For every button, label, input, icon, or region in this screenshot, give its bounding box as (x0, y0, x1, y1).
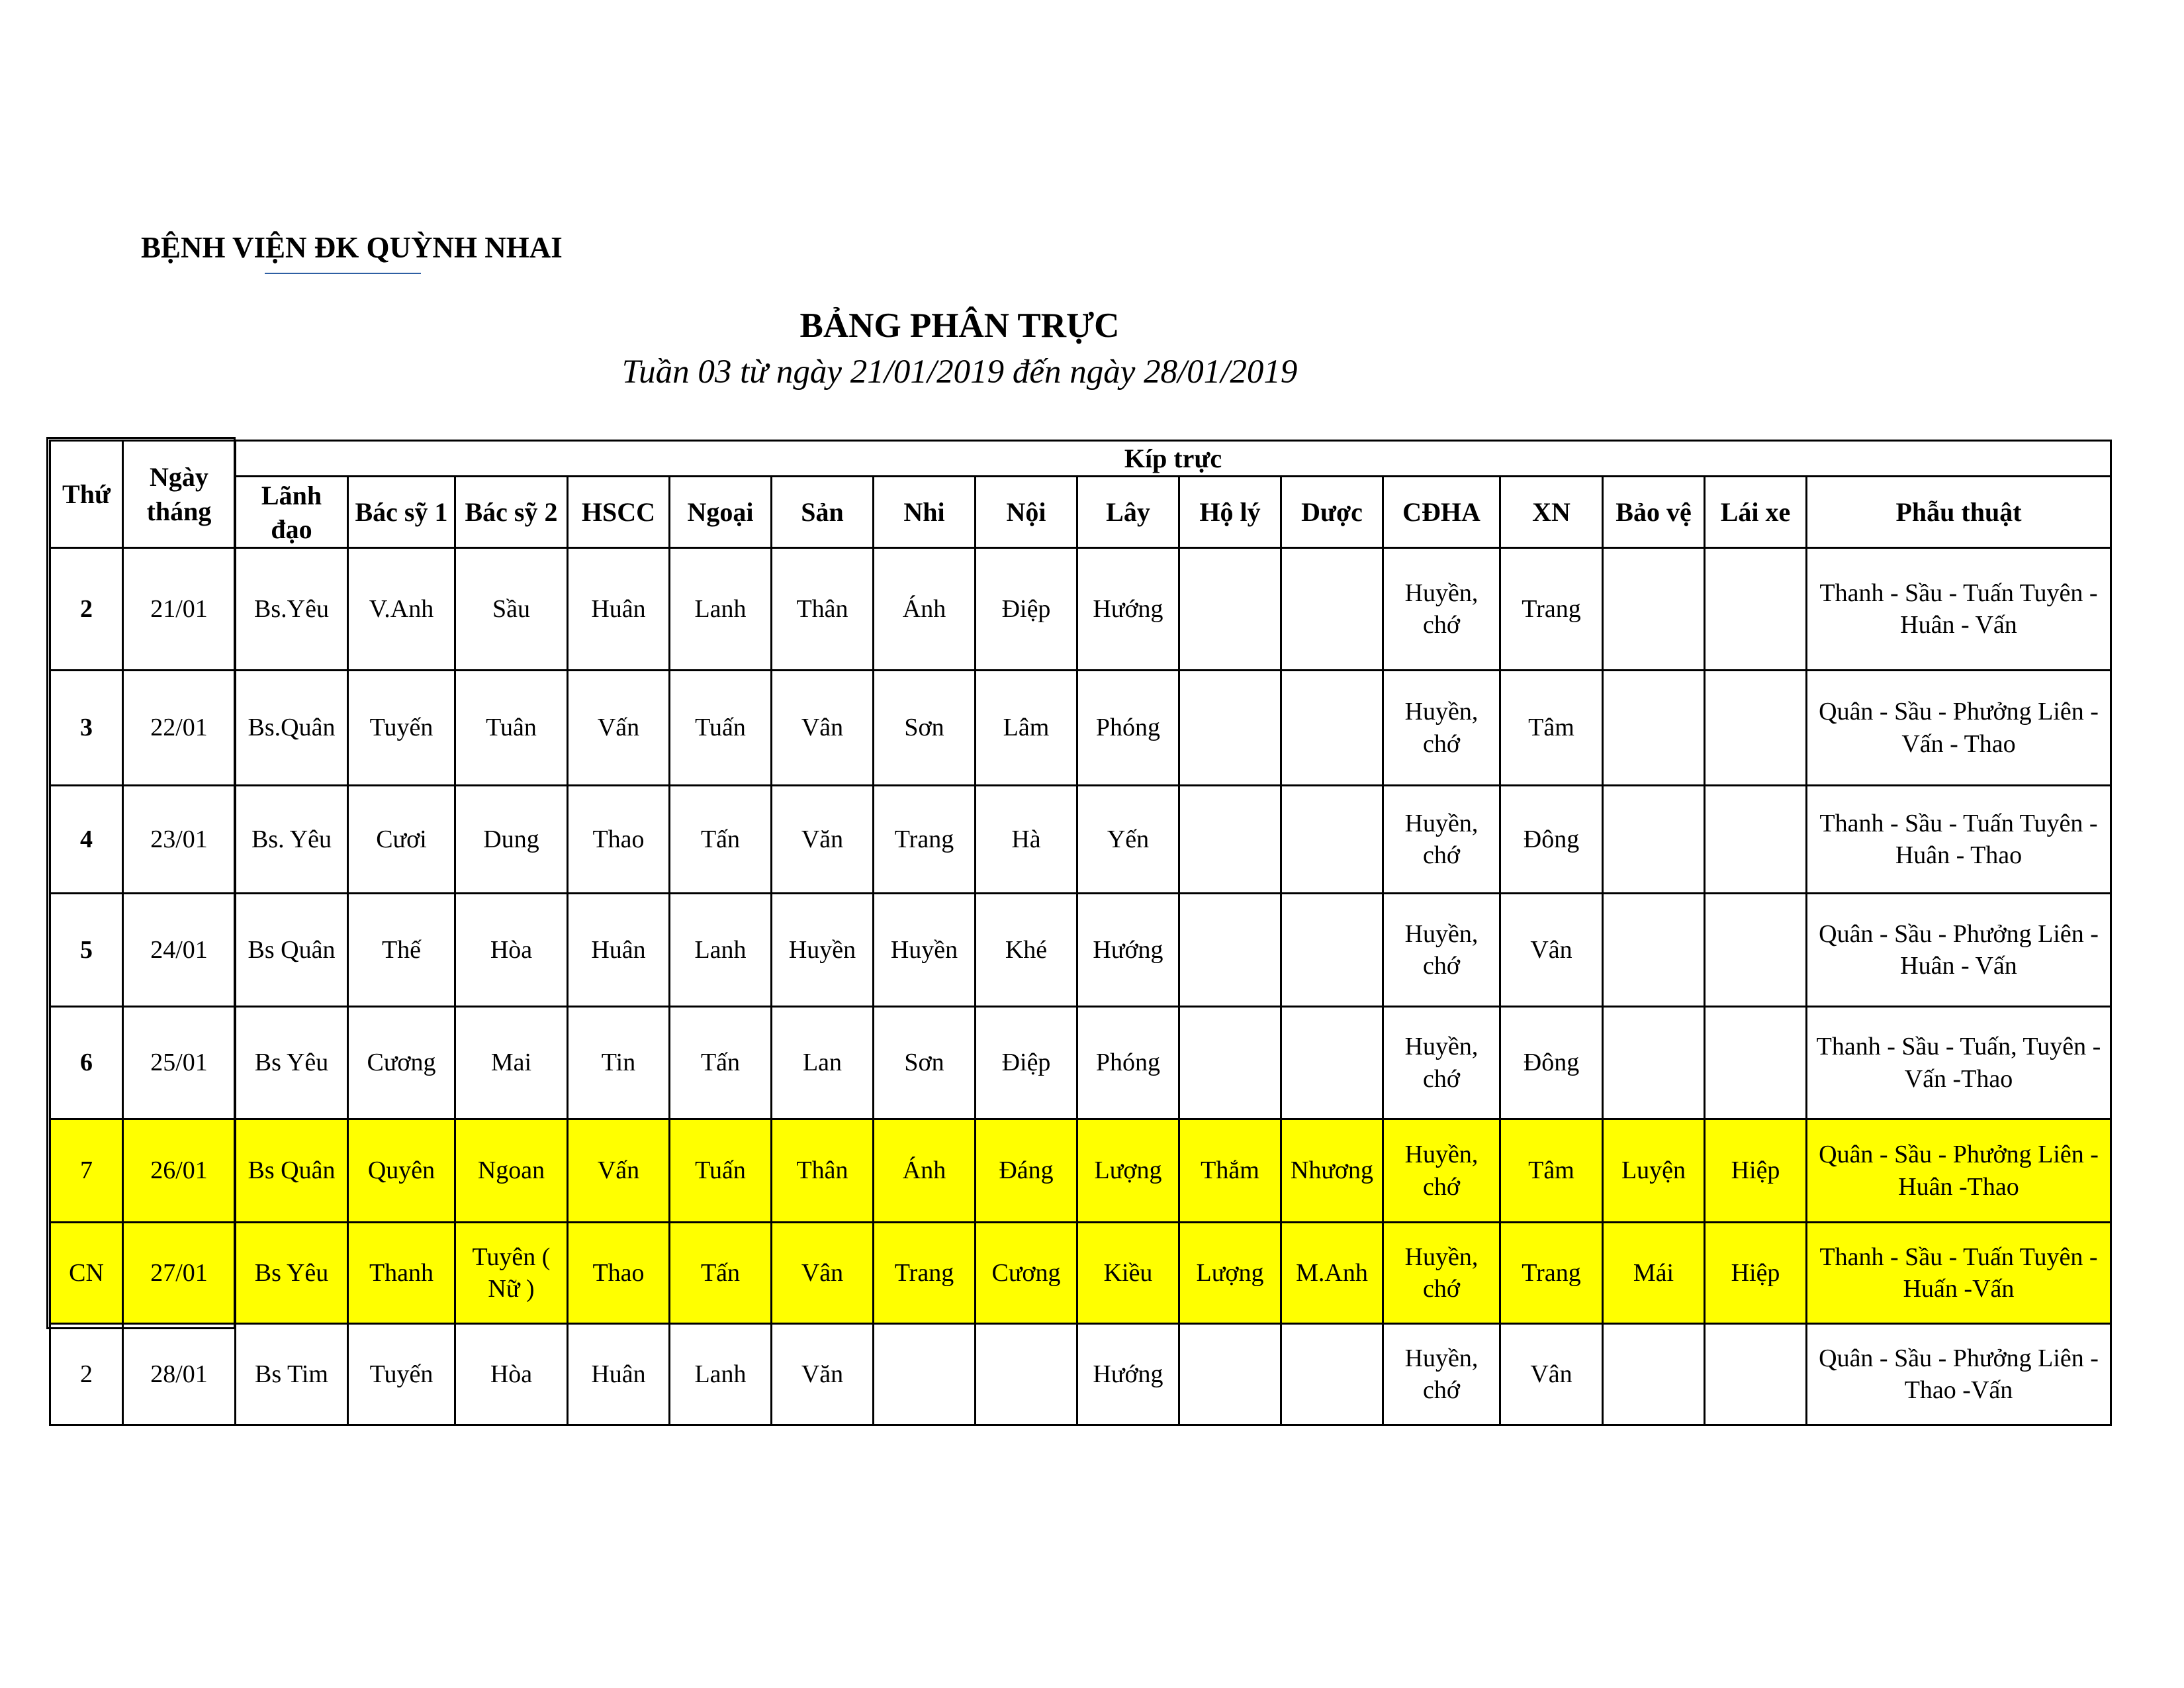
cell-duty: Huyền, chớ (1383, 1223, 1500, 1324)
cell-duty: Tâm (1500, 1119, 1603, 1223)
cell-duty: Sơn (874, 1007, 976, 1119)
cell-duty: Bs.Yêu (236, 548, 348, 671)
cell-duty: Nhương (1281, 1119, 1383, 1223)
cell-duty: Phóng (1077, 1007, 1179, 1119)
cell-duty: Tấn (670, 1223, 772, 1324)
cell-duty: Văn (772, 1324, 874, 1425)
cell-ngay: 24/01 (123, 894, 236, 1007)
cell-duty: Huyền, chớ (1383, 894, 1500, 1007)
header-col: CĐHA (1383, 477, 1500, 548)
hospital-name: BỆNH VIỆN ĐK QUỲNH NHAI (141, 231, 563, 264)
cell-duty: Thân (772, 548, 874, 671)
cell-duty: Trang (1500, 1223, 1603, 1324)
cell-thu: 3 (50, 671, 123, 786)
cell-duty: Lượng (1077, 1119, 1179, 1223)
cell-duty: Lanh (670, 894, 772, 1007)
cell-duty: V.Anh (348, 548, 455, 671)
cell-duty: Bs Yêu (236, 1223, 348, 1324)
cell-duty (874, 1324, 976, 1425)
cell-duty: Quân - Sầu - Phưởng Liên - Huân -Thao (1807, 1119, 2111, 1223)
cell-duty: Trang (874, 1223, 976, 1324)
cell-duty: Thế (348, 894, 455, 1007)
cell-duty: Bs.Quân (236, 671, 348, 786)
cell-ngay: 25/01 (123, 1007, 236, 1119)
page-title: BẢNG PHÂN TRỰC (799, 306, 1120, 345)
cell-duty: Hòa (455, 894, 568, 1007)
table-row (50, 1007, 2111, 1119)
cell-duty: Huyền, chớ (1383, 1324, 1500, 1425)
cell-duty: Bs. Yêu (236, 786, 348, 894)
cell-duty (1281, 548, 1383, 671)
header-col: Phẫu thuật (1807, 477, 2111, 548)
cell-duty (1281, 1324, 1383, 1425)
cell-duty: Văn (772, 786, 874, 894)
cell-duty: Vấn (568, 671, 670, 786)
cell-duty: Tuyến (348, 1324, 455, 1425)
header-col: Ngoại (670, 477, 772, 548)
cell-duty (1179, 671, 1281, 786)
cell-duty: Tấn (670, 1007, 772, 1119)
header-col: Bảo vệ (1603, 477, 1705, 548)
cell-duty: Hướng (1077, 894, 1179, 1007)
cell-duty (976, 1324, 1077, 1425)
cell-duty: Huân (568, 894, 670, 1007)
cell-duty (1179, 1324, 1281, 1425)
cell-duty (1603, 1007, 1705, 1119)
header-thu: Thứ (50, 441, 123, 548)
cell-duty: Phóng (1077, 671, 1179, 786)
cell-duty: Tấn (670, 786, 772, 894)
cell-duty (1281, 671, 1383, 786)
cell-duty (1281, 894, 1383, 1007)
cell-thu: 6 (50, 1007, 123, 1119)
header-col: Bác sỹ 2 (455, 477, 568, 548)
cell-duty: Trang (1500, 548, 1603, 671)
cell-duty: Thanh - Sầu - Tuấn Tuyên - Huân - Thao (1807, 786, 2111, 894)
cell-duty: Huyền, chớ (1383, 548, 1500, 671)
cell-duty: Ánh (874, 548, 976, 671)
cell-duty: Vấn (568, 1119, 670, 1223)
cell-duty: Lanh (670, 548, 772, 671)
table-row (50, 894, 2111, 1007)
cell-thu: 2 (50, 548, 123, 671)
cell-duty: Kiều (1077, 1223, 1179, 1324)
cell-thu: 5 (50, 894, 123, 1007)
cell-duty: Quân - Sầu - Phưởng Liên - Thao -Vấn (1807, 1324, 2111, 1425)
cell-duty: Huyền, chớ (1383, 671, 1500, 786)
cell-duty: Cương (348, 1007, 455, 1119)
cell-ngay: 26/01 (123, 1119, 236, 1223)
table-row (50, 786, 2111, 894)
header-ngay-thang: Ngày tháng (123, 441, 236, 548)
cell-duty: Hòa (455, 1324, 568, 1425)
cell-duty: Lanh (670, 1324, 772, 1425)
cell-duty: Dung (455, 786, 568, 894)
table-row (50, 671, 2111, 786)
cell-duty: Hướng (1077, 1324, 1179, 1425)
cell-duty (1179, 786, 1281, 894)
cell-ngay: 23/01 (123, 786, 236, 894)
cell-duty: Vân (1500, 1324, 1603, 1425)
cell-duty: Cương (976, 1223, 1077, 1324)
cell-duty: Vân (772, 1223, 874, 1324)
cell-thu: 7 (50, 1119, 123, 1223)
cell-duty: Tuyến (348, 671, 455, 786)
cell-thu: 4 (50, 786, 123, 894)
header-col: Dược (1281, 477, 1383, 548)
cell-duty: Tuân (455, 671, 568, 786)
cell-duty: Thanh (348, 1223, 455, 1324)
hospital-underline (265, 273, 421, 274)
cell-duty: Bs Tim (236, 1324, 348, 1425)
cell-duty: Hướng (1077, 548, 1179, 671)
table-row (50, 1119, 2111, 1223)
cell-duty: Điệp (976, 1007, 1077, 1119)
cell-duty: Lan (772, 1007, 874, 1119)
cell-duty: Quân - Sầu - Phưởng Liên - Huân - Vấn (1807, 894, 2111, 1007)
cell-duty: Ánh (874, 1119, 976, 1223)
cell-duty: Tuyên ( Nữ ) (455, 1223, 568, 1324)
cell-duty: Đáng (976, 1119, 1077, 1223)
cell-duty (1179, 548, 1281, 671)
cell-ngay: 21/01 (123, 548, 236, 671)
cell-duty: M.Anh (1281, 1223, 1383, 1324)
header-col: Bác sỹ 1 (348, 477, 455, 548)
cell-duty: Lâm (976, 671, 1077, 786)
cell-duty: Trang (874, 786, 976, 894)
header-kip-truc: Kíp trực (236, 441, 2111, 477)
cell-duty: Thao (568, 1223, 670, 1324)
header-col: Lây (1077, 477, 1179, 548)
header-col: Nội (976, 477, 1077, 548)
cell-duty (1603, 671, 1705, 786)
table-row (50, 1324, 2111, 1425)
cell-ngay: 27/01 (123, 1223, 236, 1324)
cell-duty: Đông (1500, 786, 1603, 894)
cell-duty: Hà (976, 786, 1077, 894)
cell-duty (1705, 671, 1807, 786)
cell-duty: Huyền, chớ (1383, 786, 1500, 894)
cell-duty: Đông (1500, 1007, 1603, 1119)
cell-duty (1603, 786, 1705, 894)
cell-duty: Bs Quân (236, 1119, 348, 1223)
header-col: Nhi (874, 477, 976, 548)
header-col: XN (1500, 477, 1603, 548)
cell-duty: Tin (568, 1007, 670, 1119)
cell-duty: Thao (568, 786, 670, 894)
duty-roster-table (49, 440, 2112, 1426)
cell-duty: Huân (568, 548, 670, 671)
cell-duty: Tuấn (670, 671, 772, 786)
cell-duty: Điệp (976, 548, 1077, 671)
cell-thu: CN (50, 1223, 123, 1324)
cell-duty: Luyện (1603, 1119, 1705, 1223)
cell-duty: Thanh - Sầu - Tuấn Tuyên - Huấn -Vấn (1807, 1223, 2111, 1324)
cell-duty: Huyền, chớ (1383, 1119, 1500, 1223)
cell-duty (1705, 548, 1807, 671)
cell-duty: Thân (772, 1119, 874, 1223)
cell-duty: Ngoan (455, 1119, 568, 1223)
cell-duty: Mai (455, 1007, 568, 1119)
cell-duty (1603, 548, 1705, 671)
cell-duty (1603, 894, 1705, 1007)
cell-duty: Khé (976, 894, 1077, 1007)
cell-duty: Lượng (1179, 1223, 1281, 1324)
cell-duty: Huyền (874, 894, 976, 1007)
cell-duty (1705, 1324, 1807, 1425)
cell-duty: Hiệp (1705, 1119, 1807, 1223)
table-row (50, 1223, 2111, 1324)
cell-duty: Sầu (455, 548, 568, 671)
cell-duty (1705, 1007, 1807, 1119)
cell-duty (1179, 1007, 1281, 1119)
cell-duty: Cươi (348, 786, 455, 894)
cell-duty: Thanh - Sầu - Tuấn, Tuyên -Vấn -Thao (1807, 1007, 2111, 1119)
cell-duty: Sơn (874, 671, 976, 786)
cell-duty: Thanh - Sầu - Tuấn Tuyên - Huân - Vấn (1807, 548, 2111, 671)
cell-duty: Bs Quân (236, 894, 348, 1007)
cell-ngay: 28/01 (123, 1324, 236, 1425)
cell-duty: Huân (568, 1324, 670, 1425)
cell-duty: Hiệp (1705, 1223, 1807, 1324)
cell-duty: Huyền (772, 894, 874, 1007)
header-col: Sản (772, 477, 874, 548)
cell-ngay: 22/01 (123, 671, 236, 786)
header-col: Hộ lý (1179, 477, 1281, 548)
header-col: Lãnh đạo (236, 477, 348, 548)
cell-duty: Vân (772, 671, 874, 786)
cell-duty: Tuấn (670, 1119, 772, 1223)
header-col: Lái xe (1705, 477, 1807, 548)
cell-duty (1281, 1007, 1383, 1119)
cell-duty (1603, 1324, 1705, 1425)
cell-duty: Mái (1603, 1223, 1705, 1324)
cell-duty: Bs Yêu (236, 1007, 348, 1119)
cell-duty: Quân - Sầu - Phưởng Liên - Vấn - Thao (1807, 671, 2111, 786)
cell-duty (1705, 786, 1807, 894)
cell-duty: Tâm (1500, 671, 1603, 786)
header-col: HSCC (568, 477, 670, 548)
table-row (50, 548, 2111, 671)
cell-duty (1179, 894, 1281, 1007)
cell-duty (1281, 786, 1383, 894)
cell-duty: Vân (1500, 894, 1603, 1007)
cell-duty (1705, 894, 1807, 1007)
cell-duty: Yến (1077, 786, 1179, 894)
cell-duty: Huyền, chớ (1383, 1007, 1500, 1119)
cell-thu: 2 (50, 1324, 123, 1425)
page-subtitle: Tuần 03 từ ngày 21/01/2019 đến ngày 28/01/2019 (621, 353, 1298, 391)
cell-duty: Thắm (1179, 1119, 1281, 1223)
cell-duty: Quyên (348, 1119, 455, 1223)
